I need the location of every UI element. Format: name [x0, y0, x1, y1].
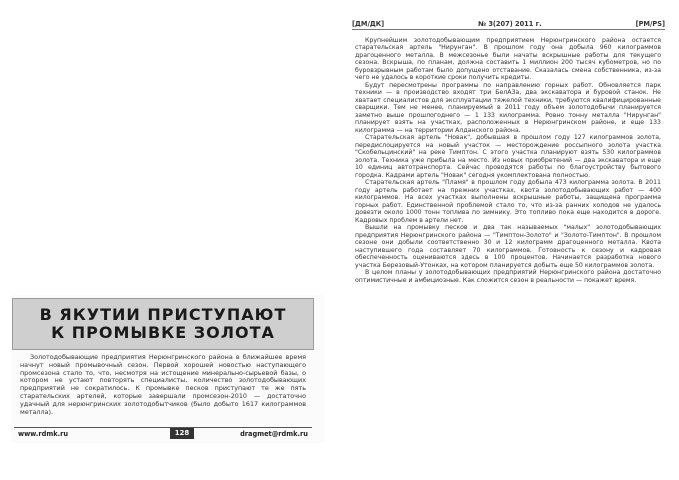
headline-line-2: К ПРОМЫВКЕ ЗОЛОТА — [51, 323, 275, 342]
right-page-header — [352, 18, 665, 30]
header-left-tag: [ДМ/ДК] — [352, 19, 385, 28]
left-page-footer — [14, 427, 312, 440]
right-article-paragraph: Крупнейшим золотодобывающим предприятием Нерюнгринского района остается старательская артель "Нирунган". В прошлом году она добыла 960 килограммов драгоценного металла. В межсезонье были начаты вскрышные работы для текущего сезона. Вскрыша, по планам, должна составить 1 миллион 200 тысяч кубометров, но по буровзрывным работам было допущено отставание. Сказалась смена собственника, из-за чего не удалось в короткие сроки получить кредиты. — [355, 37, 661, 82]
right-article-paragraph: Старательская артель "Новак", добывшая в прошлом году 127 килограммов золота, передислоцируется на новый участок — месторождение россыпного золота участка "Скобельцинский" на реке Тимптон. С этого участка планируют взять 530 килограммов золота. Техника уже прибыла на место. Из новых приобретений — два экскаватора и еще 10 единиц автотранспорта. Сейчас проводятся работы по благоустройству бытового городка. Кадрами артель "Новак" сегодня укомплектована полностью. — [355, 134, 661, 179]
issue-number: № 3(207) 2011 г. — [478, 19, 542, 28]
right-article-paragraph: В целом планы у золотодобывающих предприятий Нерюнгринского района достаточно оптимистичные и амбициозные. Как сложится сезон в реальности — покажет время. — [355, 269, 661, 284]
email-link[interactable]: dragmet@rdmk.ru — [240, 430, 308, 438]
page-number: 128 — [170, 428, 194, 439]
right-article-paragraph: Вышли на промывку песков и два так называемых "малых" золотодобывающих предприятия Нерюнгринского района — "Тимптон-Золото" и "Золото-Тимптон". В прошлом сезоне они добыли соответственно 30 и 12 килограмм драгоценного металла. Квота наступившего года составляет 70 килограммов. Готовность к сезону и кадровая обеспеченность оцениваются здесь в 100 процентов. Начинается разработка нового участка Березовый-Утонках, на котором планируется добыть еще 50 килограммов золота. — [355, 224, 661, 269]
headline-banner — [12, 298, 314, 350]
header-right-tag: [РМ/РS] — [635, 19, 665, 28]
left-article — [20, 354, 306, 416]
right-article-paragraph: Будут пересмотрены программы по направлению горных работ. Обновляется парк техники — в производство входят три БелАЗа, два экскаватора и буровой станок. Не хватает специалистов для эксплуатации тяжелой техники, требуются квалифицированные сварщики. Тем не менее, планируемый в 2011 году объем золотодобычи планируется заметно выше прошлогоднего — 1 133 килограмма. Ровно тонну металла "Нирунган" планирует взять на участках, расположенных в Нерюнгринском районе, и еще 133 килограмма — на территории Алданского района. — [355, 81, 661, 134]
website-link[interactable]: www.rdmk.ru — [18, 430, 69, 438]
right-article — [355, 37, 661, 284]
right-article-paragraph: Старательская артель "Пламя" в прошлом году добыла 473 килограмма золота. В 2011 году артель работает на прежних участках, квота золотодобывающих работ — 400 килограммов. На всех участках выполнены вскрышные работы, защищена программа горных работ. Единственной проблемой стало то, что из-за ранних холодов не удалось довезти около 1000 тонн топлива по зимнику. Это топливо пока еще находится в дороге. Кадровых проблем в артели нет. — [355, 179, 661, 224]
left-article-paragraph: Золотодобывающие предприятия Нерюнгринского района в ближайшее время начнут новый промывочный сезон. Первой хорошей новостью наступающего промсезона стало то, что, несмотря на истощение минерально-сырьевой базы, о котором не устают повторять специалисты, количество золотодобывающих предприятий не сократилось. К промывке песков приступают те же пять старательских артелей, которые завершали промсезон-2010 — достаточно удачный для нерюнгринских золотодобытчиков (было добыто 1617 килограммов металла). — [20, 353, 306, 416]
headline-line-1: В ЯКУТИИ ПРИСТУПАЮТ — [39, 305, 287, 324]
